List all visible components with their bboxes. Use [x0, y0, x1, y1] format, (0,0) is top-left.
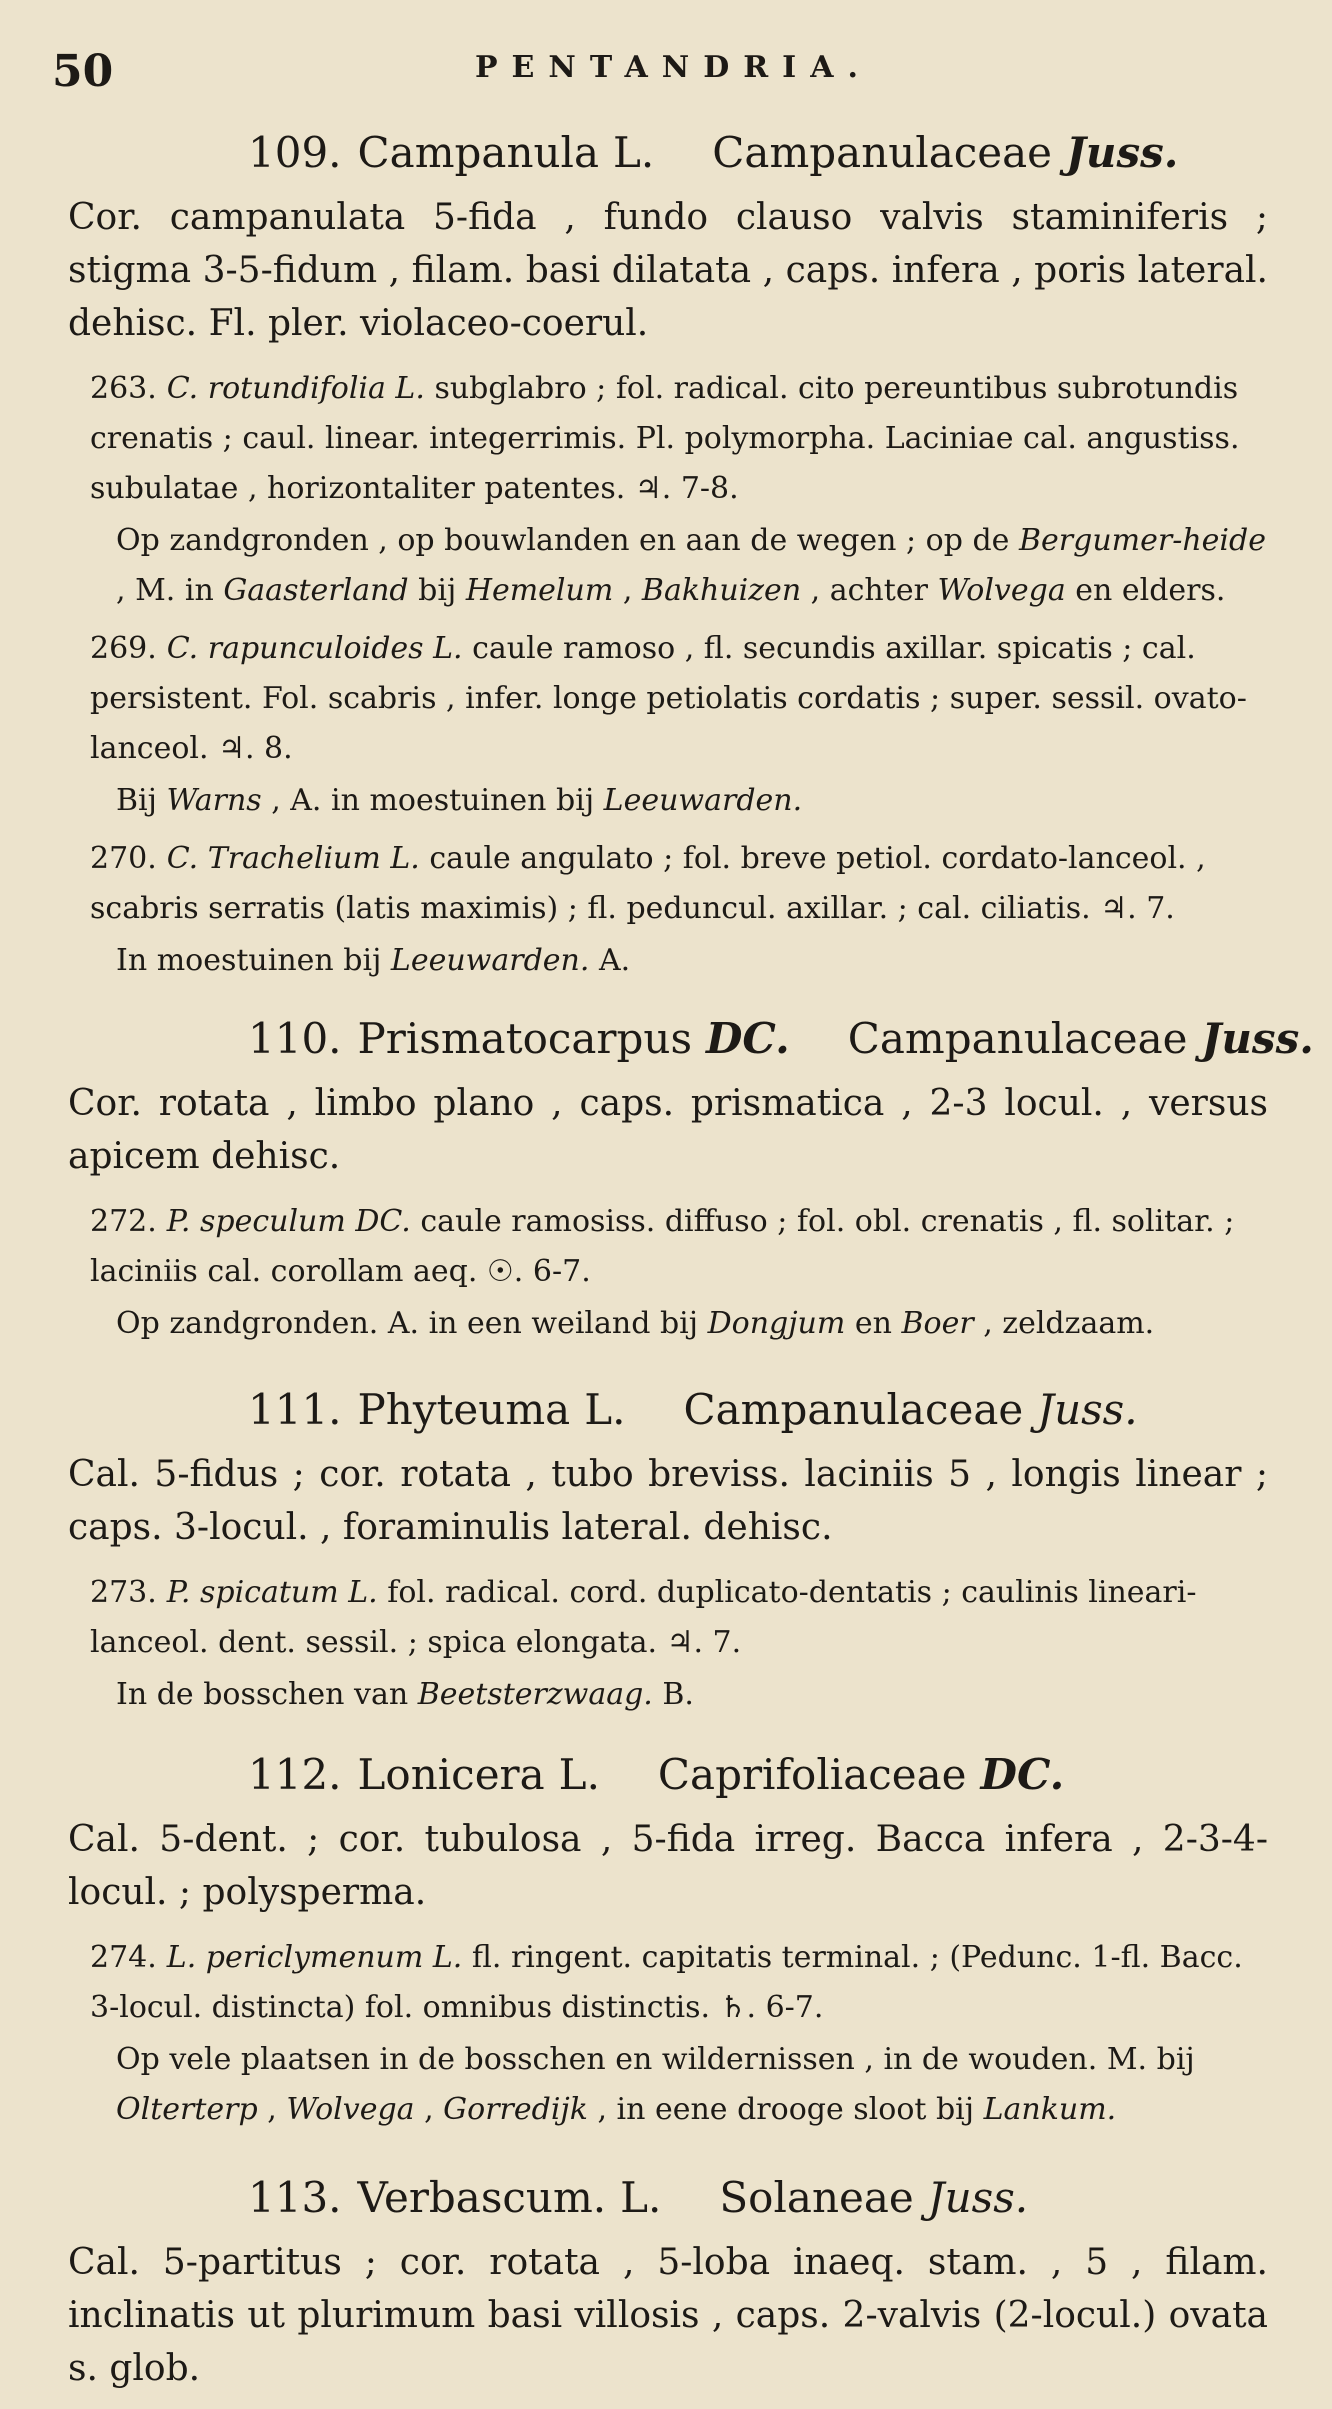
species-number: 273. — [90, 1575, 157, 1610]
species-diagnosis: caule ramoso , fl. secundis axillar. spicatis ; cal. persistent. Fol. scabris , infer. longe petiolatis cordatis ; super. sessil. ovato-lanceol. ♃. 8. — [90, 631, 1247, 766]
genus-description: Cal. 5-fidus ; cor. rotata , tubo breviss. laciniis 5 , longis linear ; caps. 3-locul. , foraminulis lateral. dehisc. — [68, 1454, 1268, 1548]
species-locality: In de bosschen van Beetsterzwaag. B. — [116, 1677, 694, 1712]
genus-113 — [68, 2173, 1268, 2395]
page-content — [68, 128, 1314, 2409]
running-title: PENTANDRIA. — [475, 50, 872, 85]
genus-109 — [68, 128, 1268, 986]
genus-author: DC. — [706, 1014, 790, 1063]
place-name: Warns — [166, 783, 262, 818]
species-273 — [68, 1568, 1268, 1668]
genus-111 — [68, 1385, 1268, 1720]
place-name: Leeuwarden. — [603, 783, 803, 818]
genus-number: 111. — [248, 1385, 342, 1434]
species-270 — [68, 834, 1268, 934]
species-locality: Op vele plaatsen in de bosschen en wildernissen , in de wouden. M. bij Olterterp , Wolvega , Gorredijk , in eene drooge sloot bij Lankum. — [116, 2042, 1195, 2127]
species-number: 274. — [90, 1940, 157, 1975]
family-author: DC. — [980, 1750, 1065, 1799]
species-274 — [68, 1933, 1268, 2033]
genus-author: L. — [613, 128, 655, 177]
species-locality: Op zandgronden. A. in een weiland bij Dongjum en Boer , zeldzaam. — [116, 1306, 1155, 1341]
family-author: Juss. — [1201, 1014, 1314, 1063]
species-number: 269. — [90, 631, 157, 666]
species-name: C. Trachelium L. — [166, 841, 420, 876]
species-locality: In moestuinen bij Leeuwarden. A. — [116, 943, 631, 978]
place-name: Gaasterland — [223, 573, 409, 608]
genus-110 — [68, 1014, 1314, 1349]
species-diagnosis: caule ramosiss. diffuso ; fol. obl. crenatis , fl. solitar. ; laciniis cal. corollam aeq. ☉. 6-7. — [90, 1204, 1235, 1289]
genus-name: Campanula — [357, 128, 600, 177]
genus-author: L. — [620, 2173, 662, 2222]
family-name: Campanulaceae — [683, 1385, 1024, 1434]
running-head — [0, 38, 1332, 98]
genus-description: Cor. campanulata 5-fida , fundo clauso valvis staminiferis ; stigma 3-5-fidum , filam. basi dilatata , caps. infera , poris lateral. dehisc. Fl. pler. violaceo-coerul. — [68, 197, 1268, 344]
species-name: P. speculum DC. — [166, 1204, 411, 1239]
genus-description: Cor. rotata , limbo plano , caps. prismatica , 2-3 locul. , versus apicem dehisc. — [68, 1083, 1268, 1177]
genus-author: L. — [584, 1385, 626, 1434]
place-name: Bakhuizen — [641, 573, 802, 608]
place-name: Gorredijk — [443, 2092, 588, 2127]
species-number: 263. — [90, 371, 157, 406]
genus-name: Phyteuma — [357, 1385, 571, 1434]
species-locality: Op zandgronden , op bouwlanden en aan de wegen ; op de Bergumer-heide , M. in Gaasterland bij Hemelum , Bakhuizen , achter Wolvega en elders. — [116, 523, 1266, 608]
page-number: 50 — [52, 46, 114, 97]
species-locality: Bij Warns , A. in moestuinen bij Leeuwarden. — [116, 783, 803, 818]
place-name: Boer — [901, 1306, 974, 1341]
species-diagnosis: fl. ringent. capitatis terminal. ; (Pedunc. 1-fl. Bacc. 3-locul. distincta) fol. omnibus distinctis. ♄. 6-7. — [90, 1940, 1243, 2025]
genus-number: 112. — [248, 1750, 342, 1799]
genus-title — [68, 1014, 1314, 1063]
place-name: Hemelum — [465, 573, 614, 608]
genus-description: Cal. 5-dent. ; cor. tubulosa , 5-fida irreg. Bacca infera , 2-3-4-locul. ; polysperma. — [68, 1819, 1268, 1913]
place-name: Dongjum — [707, 1306, 846, 1341]
genus-number: 110. — [248, 1014, 342, 1063]
species-263 — [68, 364, 1268, 514]
species-name: L. periclymenum L. — [166, 1940, 463, 1975]
species-number: 272. — [90, 1204, 157, 1239]
genus-name: Verbascum. — [357, 2173, 607, 2222]
family-name: Solaneae — [719, 2173, 914, 2222]
family-name: Caprifoliaceae — [657, 1750, 967, 1799]
species-diagnosis: caule angulato ; fol. breve petiol. cordato-lanceol. , scabris serratis (latis maximis) ; fl. peduncul. axillar. ; cal. ciliatis. ♃. 7. — [90, 841, 1206, 926]
place-name: Olterterp — [116, 2092, 258, 2127]
species-269 — [68, 624, 1268, 774]
species-272 — [68, 1197, 1268, 1297]
family-name: Campanulaceae — [847, 1014, 1188, 1063]
genus-title — [68, 1750, 1268, 1799]
family-author: Juss. — [1037, 1385, 1138, 1434]
genus-name: Lonicera — [357, 1750, 545, 1799]
place-name: Wolvega — [937, 573, 1066, 608]
genus-title — [68, 128, 1268, 177]
species-name: C. rotundifolia L. — [166, 371, 425, 406]
place-name: Lankum. — [983, 2092, 1117, 2127]
place-name: Beetsterzwaag. — [417, 1677, 653, 1712]
genus-title — [68, 1385, 1268, 1434]
species-diagnosis: subglabro ; fol. radical. cito pereuntibus subrotundis crenatis ; caul. linear. integerrimis. Pl. polymorpha. Laciniae cal. angustiss. subulatae , horizontaliter patentes. ♃. 7-8. — [90, 371, 1240, 506]
species-name: P. spicatum L. — [166, 1575, 378, 1610]
family-author: Juss. — [1066, 128, 1179, 177]
species-diagnosis: fol. radical. cord. duplicato-dentatis ; caulinis lineari-lanceol. dent. sessil. ; spica elongata. ♃. 7. — [90, 1575, 1197, 1660]
place-name: Bergumer-heide — [1018, 523, 1266, 558]
place-name: Wolvega — [286, 2092, 415, 2127]
genus-description: Cal. 5-partitus ; cor. rotata , 5-loba inaeq. stam. , 5 , filam. inclinatis ut plurimum basi villosis , caps. 2-valvis (2-locul.) ovata s. glob. — [68, 2242, 1268, 2389]
place-name: Leeuwarden. — [390, 943, 590, 978]
species-name: C. rapunculoides L. — [166, 631, 463, 666]
genus-name: Prismatocarpus — [357, 1014, 692, 1063]
genus-author: L. — [558, 1750, 600, 1799]
family-author: Juss. — [927, 2173, 1029, 2222]
genus-number: 113. — [248, 2173, 342, 2222]
genus-112 — [68, 1750, 1268, 2135]
genus-number: 109. — [248, 128, 342, 177]
genus-title — [68, 2173, 1268, 2222]
family-name: Campanulaceae — [712, 128, 1053, 177]
species-number: 270. — [90, 841, 157, 876]
